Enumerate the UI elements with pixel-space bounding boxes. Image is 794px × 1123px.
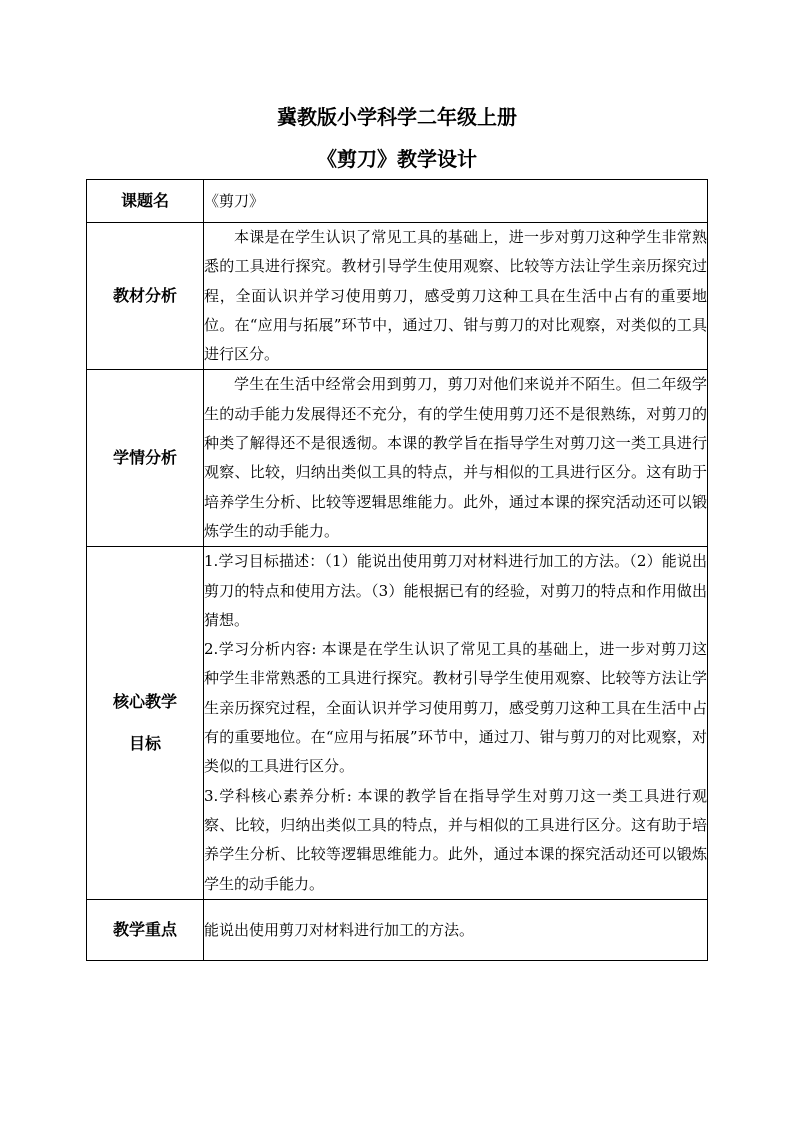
lesson-plan-table	[86, 179, 708, 961]
row-content-topic: 《剪刀》	[204, 180, 708, 223]
row-label-topic: 课题名	[87, 180, 204, 223]
table-row-key-points	[87, 899, 708, 960]
table-row-student-analysis	[87, 370, 708, 547]
row-label-core-goals	[87, 547, 204, 900]
row-content-textbook-analysis: 本课是在学生认识了常见工具的基础上，进一步对剪刀这种学生非常熟悉的工具进行探究。教材引导学生使用观察、比较等方法让学生亲历探究过程，全面认识并学习使用剪刀，感受剪刀这种工具在生活中占有的重要地位。在“应用与拓展”环节中，通过刀、钳与剪刀的对比观察，对类似的工具进行区分。	[204, 223, 708, 370]
table-row-topic	[87, 180, 708, 223]
row-label-core-goals-line2: 目标	[128, 734, 161, 754]
row-content-core-goals	[204, 547, 708, 900]
row-content-student-analysis: 学生在生活中经常会用到剪刀，剪刀对他们来说并不陌生。但二年级学生的动手能力发展得还不充分，有的学生使用剪刀还不是很熟练，对剪刀的种类了解得还不是很透彻。本课的教学旨在指导学生对剪刀这一类工具进行观察、比较，归纳出类似工具的特点，并与相似的工具进行区分。这有助于培养学生分析、比较等逻辑思维能力。此外，通过本课的探究活动还可以锻炼学生的动手能力。	[204, 370, 708, 547]
goal-paragraph-3: 3.学科核心素养分析: 本课的教学旨在指导学生对剪刀这一类工具进行观察、比较，归纳出类似工具的特点，并与相似的工具进行区分。这有助于培养学生分析、比较等逻辑思维能力。此外，通过本课的探究活动还可以锻炼学生的动手能力。	[204, 786, 707, 893]
row-label-key-points: 教学重点	[87, 899, 204, 960]
row-content-key-points: 能说出使用剪刀对材料进行加工的方法。	[204, 899, 708, 960]
table-row-core-goals	[87, 547, 708, 900]
table-row-textbook-analysis	[87, 223, 708, 370]
goal-paragraph-2: 2.学习分析内容: 本课是在学生认识了常见工具的基础上，进一步对剪刀这种学生非常熟悉的工具进行探究。教材引导学生使用观察、比较等方法让学生亲历探究过程，全面认识并学习使用剪刀，感受剪刀这种工具在生活中占有的重要地位。在“应用与拓展”环节中，通过刀、钳与剪刀的对比观察，对类似的工具进行区分。	[204, 640, 707, 776]
document-title-line1: 冀教版小学科学二年级上册	[277, 105, 517, 129]
document-title-line2: 《剪刀》教学设计	[317, 147, 477, 171]
row-label-core-goals-line1: 核心教学	[112, 692, 177, 712]
row-label-student-analysis: 学情分析	[87, 370, 204, 547]
row-label-textbook-analysis: 教材分析	[87, 223, 204, 370]
goal-paragraph-1: 1.学习目标描述：（1）能说出使用剪刀对材料进行加工的方法。（2）能说出剪刀的特点和使用方法。（3）能根据已有的经验，对剪刀的特点和作用做出猜想。	[204, 552, 707, 629]
